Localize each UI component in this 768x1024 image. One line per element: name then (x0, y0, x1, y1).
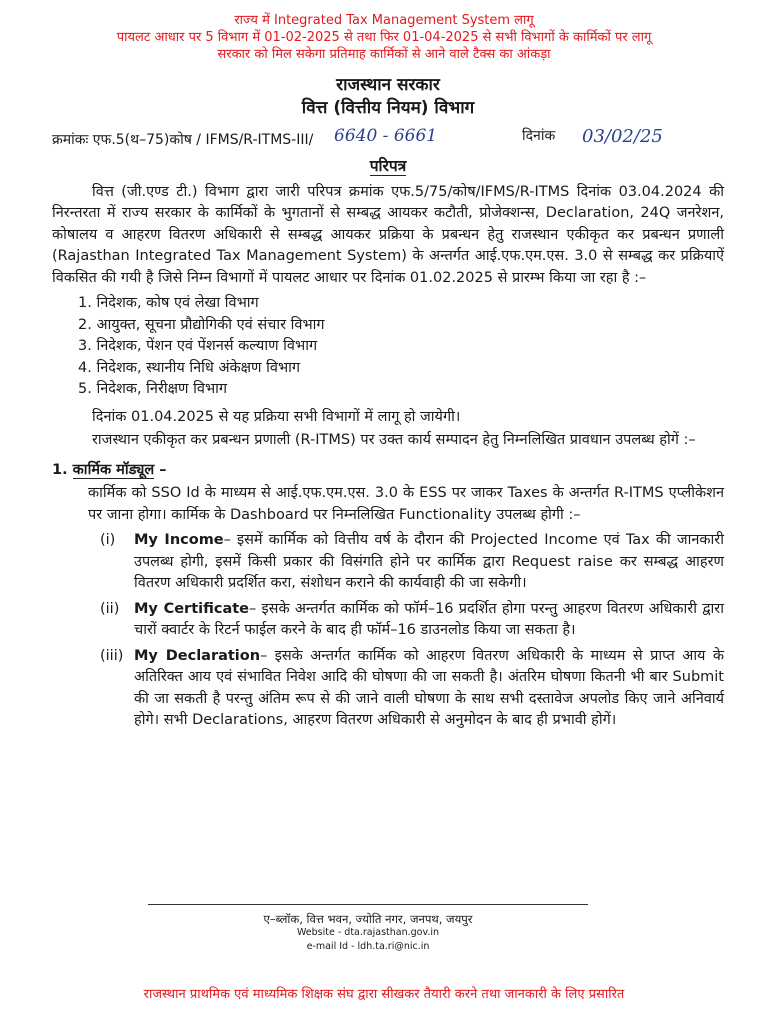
item-number: (ii) (100, 600, 120, 617)
government-name: राजस्थान सरकार (336, 75, 440, 95)
bottom-note: राजस्थान प्राथमिक एवं माध्यमिक शिक्षक संघ द्वारा सीखकर तैयारी करने तथा जानकारी के लिए प्रसारित (143, 987, 625, 1002)
handwritten-date: 03/02/25 (582, 126, 663, 147)
intro-paragraph: वित्त (जी.एण्ड टी.) विभाग द्वारा जारी परिपत्र क्रमांक एफ.5/75/कोष/IFMS/R-ITMS दिनांक 03.04.2024 की निरन्तरता में राज्य सरकार के कार्मिकों के भुगतानों से सम्बद्ध आयकर कटौती, प्रोजेक्शन्स, Declaration, 24Q जनरेशन, कोषालय व आहरण वितरण अधिकारी से सम्बद्ध आयकर प्रक्रिया के प्रबन्धन हेतु राजस्थान एकीकृत कर प्रबन्धन प्रणाली (Rajasthan Integrated Tax Management System) के अन्तर्गत आई.एफ.एम.एस. 3.0 से सम्बद्ध कर प्रक्रियाऐं विकसित की गयी है जिसे निम्न विभागों में पायलट आधार पर दिनांक 01.02.2025 से प्रारम्भ किया जा रहा है :– (52, 183, 724, 286)
item-text: – इसके अन्तर्गत कार्मिक को आहरण वितरण अधिकारी के माध्यम से प्राप्त आय के अतिरिक्त आय एवं संभावित निवेश आदि की घोषणा की जा सकती है। अंतरिम घोषणा कितनी भी बार Submit की जा सकती है परन्तु अंतिम रूप से की जाने वाली घोषणा के साथ सभी दस्तावेज अपलोड किए जाने अनिवार्य होगे। सभी Declarations, आहरण वितरण अधिकारी से अनुमोदन के बाद ही प्रभावी होगें। (134, 647, 724, 728)
footer-website: Website - dta.rajasthan.gov.in (296, 927, 440, 938)
section-1-dash: – (159, 461, 167, 478)
all-departments-line: दिनांक 01.04.2025 से यह प्रक्रिया सभी विभागों में लागू हो जायेगी। (92, 408, 461, 425)
header-note-line-3: सरकार को मिल सकेगा प्रतिमाह कार्मिकों से आने वाले टैक्स का आंकड़ा (217, 47, 551, 62)
list-item: 3. निदेशक, पेंशन एवं पेंशनर्स कल्याण विभाग (78, 338, 318, 354)
circular-title (52, 156, 724, 178)
footer-address-block (148, 912, 588, 954)
section-1-item-i (100, 530, 724, 595)
header-note-line-1: राज्य में Integrated Tax Management System लागू (234, 13, 534, 28)
item-title: My Income (134, 532, 224, 548)
news-header-note (0, 12, 768, 63)
item-number: (i) (100, 532, 116, 548)
list-item: 2. आयुक्त, सूचना प्रौद्योगिकी एवं संचार विभाग (78, 316, 325, 333)
section-1-body: कार्मिक को SSO Id के माध्यम से आई.एफ.एम.एस. 3.0 के ESS पर जाकर Taxes के अन्तर्गत R-ITMS एप्लीकेशन पर जाना होगा। कार्मिक के Dashboard पर निम्नलिखित Functionality उपलब्ध होगी :– (88, 485, 724, 523)
reference-line (52, 126, 724, 152)
list-item: 4. निदेशक, स्थानीय निधि अंकेक्षण विभाग (78, 359, 301, 376)
section-1-item-iii (100, 646, 724, 732)
footer-divider (148, 904, 588, 905)
section-1-number: 1. (52, 461, 68, 478)
section-1-heading (52, 460, 724, 482)
list-item: 1. निदेशक, कोष एवं लेखा विभाग (78, 295, 259, 311)
item-title: My Declaration (134, 647, 261, 664)
reference-label: क्रमांकः एफ.5(थ–75)कोष / IFMS/R-ITMS-III/ (52, 132, 314, 148)
department-name: वित्त (वित्तीय नियम) विभाग (301, 98, 475, 118)
item-text: – इसके अन्तर्गत कार्मिक को फॉर्म–16 प्रदर्शित होगा परन्तु आहरण वितरण अधिकारी द्वारा चारों क्वार्टर के रिटर्न फाईल करने के बाद ही फॉर्म–16 डाउनलोड किया जा सकता है। (134, 600, 724, 638)
section-1-title: कार्मिक मॉड्यूल (72, 461, 155, 478)
provisions-line: राजस्थान एकीकृत कर प्रबन्धन प्रणाली (R-ITMS) पर उक्त कार्य सम्पादन हेतु निम्नलिखित प्रावधान उपलब्ध होगें :– (92, 432, 696, 448)
date-label: दिनांक (522, 128, 556, 144)
footer-address: ए–ब्लॉक, वित्त भवन, ज्योति नगर, जनपथ, जयपुर (263, 912, 473, 926)
item-title: My Certificate (134, 600, 250, 617)
footer-email: e-mail Id - ldh.ta.ri@nic.in (306, 941, 430, 952)
circular-document (52, 74, 724, 732)
handwritten-reference-number: 6640 - 6661 (334, 126, 438, 146)
header-note-line-2: पायलट आधार पर 5 विभाग में 01-02-2025 से तथा फिर 01-04-2025 से सभी विभागों के कार्मिकों पर लागू (116, 30, 652, 45)
pilot-department-list (78, 293, 724, 401)
item-number: (iii) (100, 647, 124, 664)
circular-title-text: परिपत्र (369, 157, 407, 175)
section-1-item-ii (100, 599, 724, 642)
item-text: – इसमें कार्मिक को वित्तीय वर्ष के दौरान की Projected Income एवं Tax की जानकारी उपलब्ध होगी, इसमें किसी प्रकार की विसंगति होने पर कार्मिक द्वारा Request raise कर सम्बद्ध आहरण वितरण अधिकारी प्रदर्शित करा, संशोधन कराने की कार्यवाही की जा सकेगी। (134, 532, 724, 591)
list-item: 5. निदेशक, निरीक्षण विभाग (78, 381, 228, 397)
